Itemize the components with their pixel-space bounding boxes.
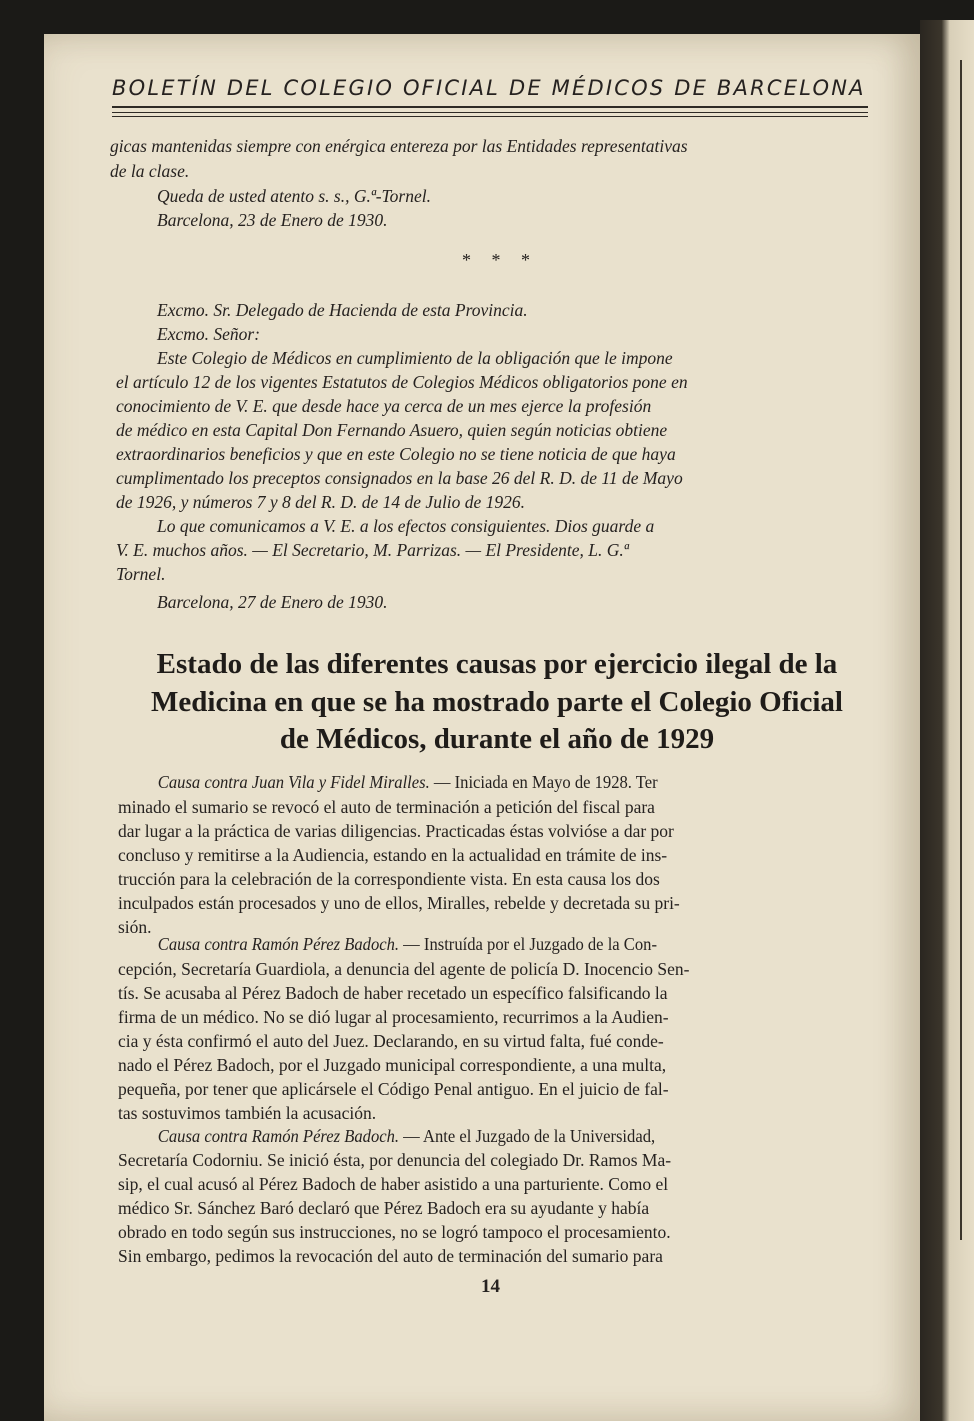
causa-label: Causa contra Ramón Pérez Badoch. xyxy=(157,934,400,954)
text-line: trucción para la celebración de la correspondiente vista. En esta causa los dos xyxy=(118,869,660,889)
text-line: de 1926, y números 7 y 8 del R. D. de 14 de Julio de 1926. xyxy=(116,492,526,512)
section-title: Medicina en que se ha mostrado parte el Colegio Oficial xyxy=(151,686,843,718)
text-line: médico Sr. Sánchez Baró declaró que Pérez Badoch era su ayudante y había xyxy=(118,1198,650,1218)
text-line: Sin embargo, pedimos la revocación del auto de terminación del sumario para xyxy=(118,1246,663,1266)
causa-label: Causa contra Juan Vila y Fidel Miralles. xyxy=(157,772,430,792)
page-number: 14 xyxy=(481,1276,500,1297)
separator: * * * xyxy=(462,250,538,270)
text-line: el artículo 12 de los vigentes Estatutos de Colegios Médicos obligatorios pone en xyxy=(116,372,688,392)
text-line: pequeña, por tener que aplicársele el Código Penal antiguo. En el juicio de fal- xyxy=(118,1079,669,1099)
text-line: de médico en esta Capital Don Fernando Asuero, quien según noticias obtiene xyxy=(116,420,668,440)
text-line: cia y ésta confirmó el auto del Juez. Declarando, en su virtud falta, fué conde- xyxy=(118,1031,664,1051)
text-line: Queda de usted atento s. s., G.ª-Tornel. xyxy=(157,186,431,206)
running-header: BOLETÍN DEL COLEGIO OFICIAL DE MÉDICOS DE BARCELONA xyxy=(112,76,866,100)
text-line: nado el Pérez Badoch, por el Juzgado municipal correspondiente, a una multa, xyxy=(118,1055,667,1075)
text-line: firma de un médico. No se dió lugar al procesamiento, recurrimos a la Audien- xyxy=(118,1007,669,1027)
text-line: Barcelona, 23 de Enero de 1930. xyxy=(157,210,388,230)
text-line: Barcelona, 27 de Enero de 1930. xyxy=(157,592,388,612)
text-line: tas sostuvimos también la acusación. xyxy=(118,1103,377,1123)
text-line: concluso y remitirse a la Audiencia, estando en la actualidad en trámite de ins- xyxy=(118,845,668,865)
text-line: Excmo. Señor: xyxy=(157,324,261,344)
section-title: Estado de las diferentes causas por ejercicio ilegal de la xyxy=(156,648,838,680)
text-line: de la clase. xyxy=(110,161,190,181)
paragraph-first-line: Causa contra Ramón Pérez Badoch. — Instruída por el Juzgado de la Con- xyxy=(157,934,657,954)
header-rule xyxy=(112,112,868,113)
header-rule xyxy=(112,116,868,117)
text-line: inculpados están procesados y uno de ellos, Miralles, rebelde y decretada su pri- xyxy=(118,893,680,913)
header-rule xyxy=(112,106,868,108)
text-line: sip, el cual acusó al Pérez Badoch de haber asistido a una parturiente. Como el xyxy=(118,1174,669,1194)
text-line: Excmo. Sr. Delegado de Hacienda de esta Provincia. xyxy=(157,300,528,320)
text-line: gicas mantenidas siempre con enérgica entereza por las Entidades representativas xyxy=(110,136,688,156)
text-line: sión. xyxy=(118,917,152,937)
text-line: Tornel. xyxy=(116,564,166,584)
text-line: Secretaría Codorniu. Se inició ésta, por denuncia del colegiado Dr. Ramos Ma- xyxy=(118,1150,672,1170)
text-line: obrado en todo según sus instrucciones, no se logró tampoco el procesamiento. xyxy=(118,1222,671,1242)
text-line: cumplimentado los preceptos consignados en la base 26 del R. D. de 11 de Mayo xyxy=(116,468,683,488)
text-line: conocimiento de V. E. que desde hace ya cerca de un mes ejerce la profesión xyxy=(116,396,652,416)
text-line: dar lugar a la práctica de varias diligencias. Practicadas éstas volvióse a dar por xyxy=(118,821,674,841)
text-line: Lo que comunicamos a V. E. a los efectos consiguientes. Dios guarde a xyxy=(157,516,655,536)
text-line: Este Colegio de Médicos en cumplimiento de la obligación que le impone xyxy=(157,348,673,368)
text-line: cepción, Secretaría Guardiola, a denuncia del agente de policía D. Inocencio Sen- xyxy=(118,959,690,979)
text-line: extraordinarios beneficios y que en este Colegio no se tiene noticia de que haya xyxy=(116,444,676,464)
facing-page-edge xyxy=(920,20,974,1421)
section-title: de Médicos, durante el año de 1929 xyxy=(279,723,715,755)
text-line: V. E. muchos años. — El Secretario, M. Parrizas. — El Presidente, L. G.ª xyxy=(116,540,629,560)
causa-label: Causa contra Ramón Pérez Badoch. xyxy=(157,1126,400,1146)
paragraph-first-line: Causa contra Juan Vila y Fidel Miralles. — Iniciada en Mayo de 1928. Ter xyxy=(157,772,658,792)
text-line: minado el sumario se revocó el auto de terminación a petición del fiscal para xyxy=(118,797,655,817)
paragraph-first-line: Causa contra Ramón Pérez Badoch. — Ante el Juzgado de la Universidad, xyxy=(157,1126,656,1146)
text-line: tís. Se acusaba al Pérez Badoch de haber recetado un específico falsificando la xyxy=(118,983,668,1003)
